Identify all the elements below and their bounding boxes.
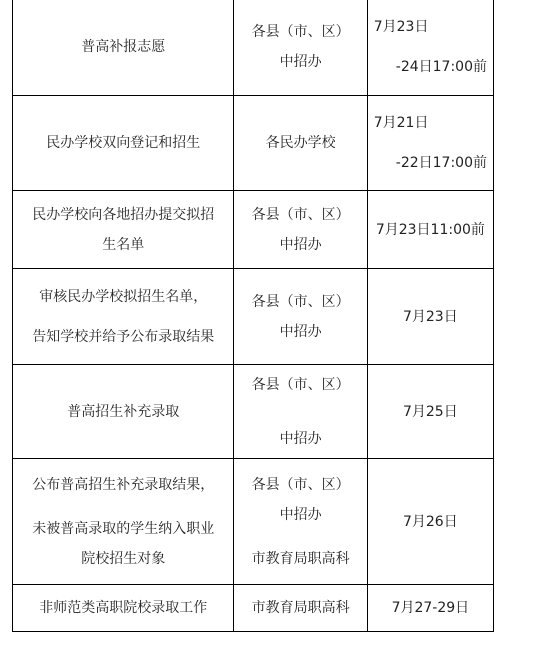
- time-text: 7月21日: [373, 115, 429, 131]
- unit-cell: [234, 365, 367, 459]
- unit-text: 各县（市、区）: [251, 24, 350, 40]
- time-cell: [367, 365, 493, 459]
- time-text: -22日17:00前: [395, 155, 487, 171]
- unit-text: 各县（市、区）: [251, 376, 350, 393]
- unit-text: 中招办: [279, 506, 322, 523]
- task-text: 告知学校并给予公布录取结果: [32, 328, 215, 345]
- time-text: -24日17:00前: [395, 59, 487, 75]
- unit-text: 市教育局职高科: [251, 600, 350, 616]
- task-text: 非师范类高职院校录取工作: [39, 600, 208, 616]
- task-cell: [13, 365, 234, 459]
- task-text: 审核民办学校拟招生名单，: [39, 288, 208, 305]
- task-cell: [13, 459, 234, 585]
- time-text: 7月25日: [402, 403, 458, 420]
- table-row: [13, 96, 494, 191]
- time-text: 7月23日11:00前: [375, 221, 485, 238]
- unit-text: 各县（市、区）: [251, 476, 350, 493]
- unit-text: 市教育局职高科: [251, 550, 350, 567]
- task-text: 民办学校双向登记和招生: [46, 135, 201, 151]
- time-text: 7月26日: [402, 513, 458, 530]
- unit-text: 各民办学校: [265, 135, 336, 151]
- task-text: 民办学校向各地招办提交拟招: [32, 206, 215, 223]
- time-text: 7月27-29日: [391, 600, 470, 616]
- unit-cell: [234, 269, 367, 365]
- task-text: 公布普高招生补充录取结果，: [32, 476, 215, 493]
- task-cell: [13, 0, 234, 96]
- task-cell: [13, 191, 234, 269]
- unit-text: 中招办: [279, 323, 322, 340]
- table-row: [13, 365, 494, 459]
- unit-text: 各县（市、区）: [251, 293, 350, 310]
- unit-cell: [234, 96, 367, 191]
- task-cell: [13, 96, 234, 191]
- table-row: [13, 269, 494, 365]
- time-cell: [367, 191, 493, 269]
- schedule-table: [12, 0, 494, 632]
- unit-cell: [234, 191, 367, 269]
- task-text: 未被普高录取的学生纳入职业: [32, 520, 215, 537]
- time-cell: [367, 96, 493, 191]
- unit-cell: [234, 0, 367, 96]
- time-cell: [367, 0, 493, 96]
- task-text: 普高招生补充录取: [67, 403, 180, 420]
- time-cell: [367, 269, 493, 365]
- unit-text: 中招办: [279, 54, 322, 70]
- task-cell: [13, 269, 234, 365]
- table-row: [13, 459, 494, 585]
- unit-text: 中招办: [279, 236, 322, 253]
- time-text: 7月23日: [373, 19, 429, 35]
- time-cell: [367, 459, 493, 585]
- unit-cell: [234, 585, 367, 632]
- table-row: [13, 0, 494, 96]
- task-text: 生名单: [102, 236, 145, 253]
- unit-cell: [234, 459, 367, 585]
- task-text: 普高补报志愿: [81, 39, 166, 55]
- task-cell: [13, 585, 234, 632]
- unit-text: 中招办: [279, 430, 322, 447]
- table-row: [13, 191, 494, 269]
- task-text: 院校招生对象: [81, 550, 166, 567]
- table-row: [13, 585, 494, 632]
- time-text: 7月23日: [402, 308, 458, 325]
- time-cell: [367, 585, 493, 632]
- unit-text: 各县（市、区）: [251, 206, 350, 223]
